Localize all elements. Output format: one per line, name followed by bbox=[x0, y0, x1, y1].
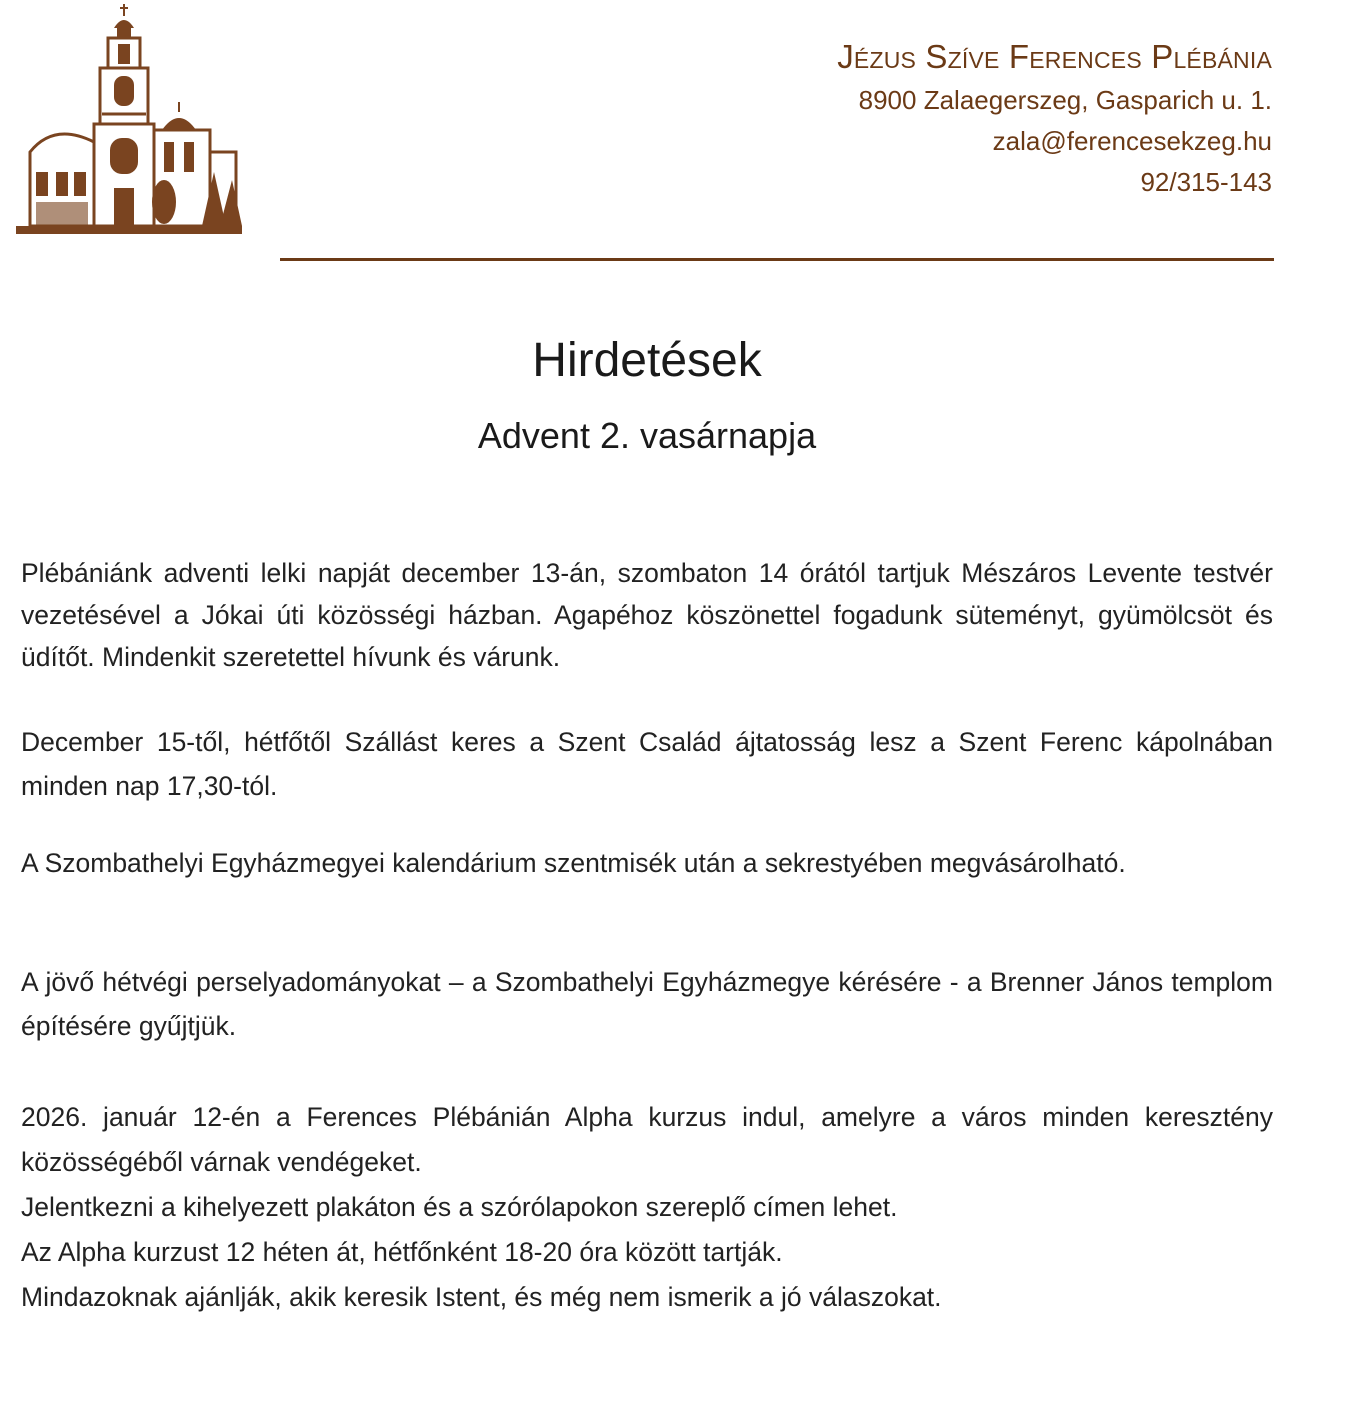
parish-header bbox=[837, 34, 1272, 203]
alpha-line-3: Az Alpha kurzust 12 héten át, hétfőnként 18-20 óra között tartják. bbox=[21, 1237, 783, 1267]
alpha-line-1: 2026. január 12-én a Ferences Plébánián Alpha kurzus indul, amelyre a város minden keresztény közösségéből várnak vendégeket. bbox=[21, 1102, 1273, 1177]
church-tower-logo bbox=[14, 2, 244, 238]
announcement-alpha-kurzus bbox=[21, 1095, 1273, 1320]
parish-phone: 92/315-143 bbox=[1140, 167, 1272, 197]
alpha-line-4: Mindazoknak ajánlják, akik keresik Istent, és még nem ismerik a jó válaszokat. bbox=[21, 1282, 942, 1312]
announcement-perselyadomany: A jövő hétvégi perselyadományokat – a Szombathelyi Egyházmegye kérésére - a Brenner János templom építésére gyűjtjük. bbox=[21, 967, 1273, 1041]
page-subtitle: Advent 2. vasárnapja bbox=[477, 415, 817, 456]
announcement-szallast-keres: December 15-től, hétfőtől Szállást keres a Szent Család ájtatosság lesz a Szent Ferenc kápolnában minden nap 17,30-tól. bbox=[21, 727, 1273, 801]
parish-name: Jézus Szíve Ferences Plébánia bbox=[837, 38, 1272, 75]
announcement-lelki-nap: Plébániánk adventi lelki napját december 13-án, szombaton 14 órától tartjuk Mészáros Levente testvér vezetésével a Jókai úti közösségi házban. Agapéhoz köszönettel fogadunk süteményt, gyümölcsöt és üdítőt. Mindenkit szeretettel hívunk és várunk. bbox=[21, 558, 1273, 672]
announcement-kalendarium: A Szombathelyi Egyházmegyei kalendárium szentmisék után a sekrestyében megvásárolható. bbox=[21, 848, 1126, 878]
parish-address: 8900 Zalaegerszeg, Gasparich u. 1. bbox=[858, 85, 1272, 115]
page-title: Hirdetések bbox=[532, 334, 762, 387]
parish-email: zala@ferencesekzeg.hu bbox=[992, 126, 1272, 156]
header-divider bbox=[280, 258, 1274, 261]
alpha-line-2: Jelentkezni a kihelyezett plakáton és a szórólapokon szereplő címen lehet. bbox=[21, 1192, 898, 1222]
